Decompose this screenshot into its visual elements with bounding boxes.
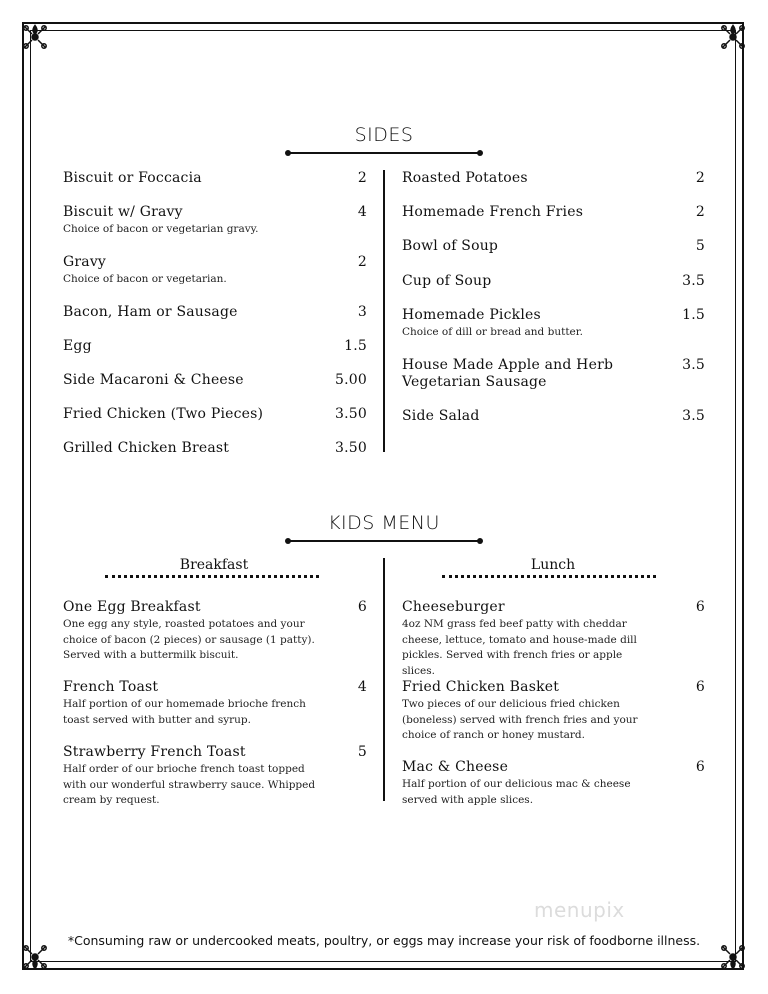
item-price: 2 — [695, 170, 705, 186]
menu-item — [402, 204, 705, 221]
item-price: 3.50 — [335, 440, 367, 456]
menu-item — [402, 307, 705, 341]
menu-item — [63, 372, 367, 389]
item-description: Choice of bacon or vegetarian. — [63, 273, 227, 285]
item-price: 2 — [357, 254, 367, 270]
item-description: 4oz NM grass fed beef patty with cheddar cheese, lettuce, tomato and house-made dill pickles. Served with french fries or apple slices. — [402, 618, 637, 677]
footnote: *Consuming raw or undercooked meats, poultry, or eggs may increase your risk of foodborne illness. — [67, 933, 701, 948]
menu-item — [402, 679, 705, 744]
item-description: Half order of our brioche french toast topped with our wonderful strawberry sauce. Whipped cream by request. — [63, 763, 316, 806]
sides-column-divider — [383, 170, 385, 452]
menu-item — [402, 357, 705, 391]
item-price: 5 — [695, 238, 705, 254]
flourish-icon — [718, 22, 748, 52]
item-price: 4 — [357, 679, 367, 695]
item-name: Biscuit or Foccacia — [63, 170, 202, 186]
breakfast-dotted-rule — [105, 575, 319, 578]
menu-item — [63, 406, 367, 423]
menu-item — [63, 338, 367, 355]
item-name: Grilled Chicken Breast — [63, 440, 230, 456]
menu-item — [63, 679, 367, 728]
item-name: Homemade Pickles — [402, 307, 541, 323]
kids-column-divider — [383, 558, 385, 801]
item-price: 5 — [357, 744, 367, 760]
menu-item — [63, 254, 367, 288]
item-price: 6 — [357, 599, 367, 615]
lunch-dotted-rule — [442, 575, 656, 578]
menu-item — [63, 204, 367, 238]
menu-item — [402, 273, 705, 290]
item-name: Side Salad — [402, 408, 480, 424]
item-price: 3.50 — [335, 406, 367, 422]
menu-item — [402, 599, 705, 679]
item-price: 1.5 — [682, 307, 705, 323]
menu-item — [63, 599, 367, 664]
item-name: French Toast — [63, 679, 159, 695]
item-name: Fried Chicken (Two Pieces) — [63, 406, 264, 422]
item-name: One Egg Breakfast — [63, 599, 201, 615]
kids-title-rule — [285, 536, 483, 546]
item-name: Biscuit w/ Gravy — [63, 204, 183, 220]
flourish-icon — [20, 22, 50, 52]
sides-title: SIDES — [354, 124, 414, 146]
item-price: 6 — [695, 759, 705, 775]
item-price: 1.5 — [344, 338, 367, 354]
item-name: Fried Chicken Basket — [402, 679, 560, 695]
item-name: Roasted Potatoes — [402, 170, 528, 186]
sides-title-rule — [285, 148, 483, 158]
item-price: 3.5 — [682, 357, 705, 373]
item-name: Bowl of Soup — [402, 238, 499, 254]
item-name: Cup of Soup — [402, 273, 492, 289]
item-description: One egg any style, roasted potatoes and your choice of bacon (2 pieces) or sausage (1 patty). Served with a buttermilk biscuit. — [63, 618, 315, 661]
menu-item — [402, 408, 705, 425]
item-price: 6 — [695, 679, 705, 695]
menu-item — [63, 440, 367, 457]
item-price: 3 — [357, 304, 367, 320]
menu-item — [63, 170, 367, 187]
watermark-logo: menupix — [534, 898, 625, 922]
menu-item — [402, 759, 705, 808]
item-name: House Made Apple and Herb Vegetarian Sausage — [402, 357, 614, 390]
item-name: Bacon, Ham or Sausage — [63, 304, 238, 320]
menu-item — [402, 170, 705, 187]
item-description: Half portion of our homemade brioche french toast served with butter and syrup. — [63, 698, 306, 726]
item-price: 3.5 — [682, 273, 705, 289]
breakfast-heading: Breakfast — [179, 557, 249, 573]
item-name: Mac & Cheese — [402, 759, 509, 775]
item-price: 4 — [357, 204, 367, 220]
item-description: Choice of bacon or vegetarian gravy. — [63, 223, 259, 235]
item-price: 2 — [357, 170, 367, 186]
kids-menu-title: KIDS MENU — [328, 512, 440, 534]
item-name: Side Macaroni & Cheese — [63, 372, 244, 388]
item-price: 2 — [695, 204, 705, 220]
menu-item — [63, 744, 367, 809]
item-name: Egg — [63, 338, 92, 354]
item-name: Strawberry French Toast — [63, 744, 246, 760]
item-name: Homemade French Fries — [402, 204, 584, 220]
menu-item — [402, 238, 705, 255]
menu-item — [63, 304, 367, 321]
item-price: 5.00 — [335, 372, 367, 388]
item-description: Two pieces of our delicious fried chicken (boneless) served with french fries and your choice of ranch or honey mustard. — [402, 698, 638, 741]
item-name: Gravy — [63, 254, 107, 270]
item-price: 6 — [695, 599, 705, 615]
item-name: Cheeseburger — [402, 599, 505, 615]
item-description: Choice of dill or bread and butter. — [402, 326, 583, 338]
item-description: Half portion of our delicious mac & cheese served with apple slices. — [402, 778, 631, 806]
lunch-heading: Lunch — [530, 557, 576, 573]
item-price: 3.5 — [682, 408, 705, 424]
